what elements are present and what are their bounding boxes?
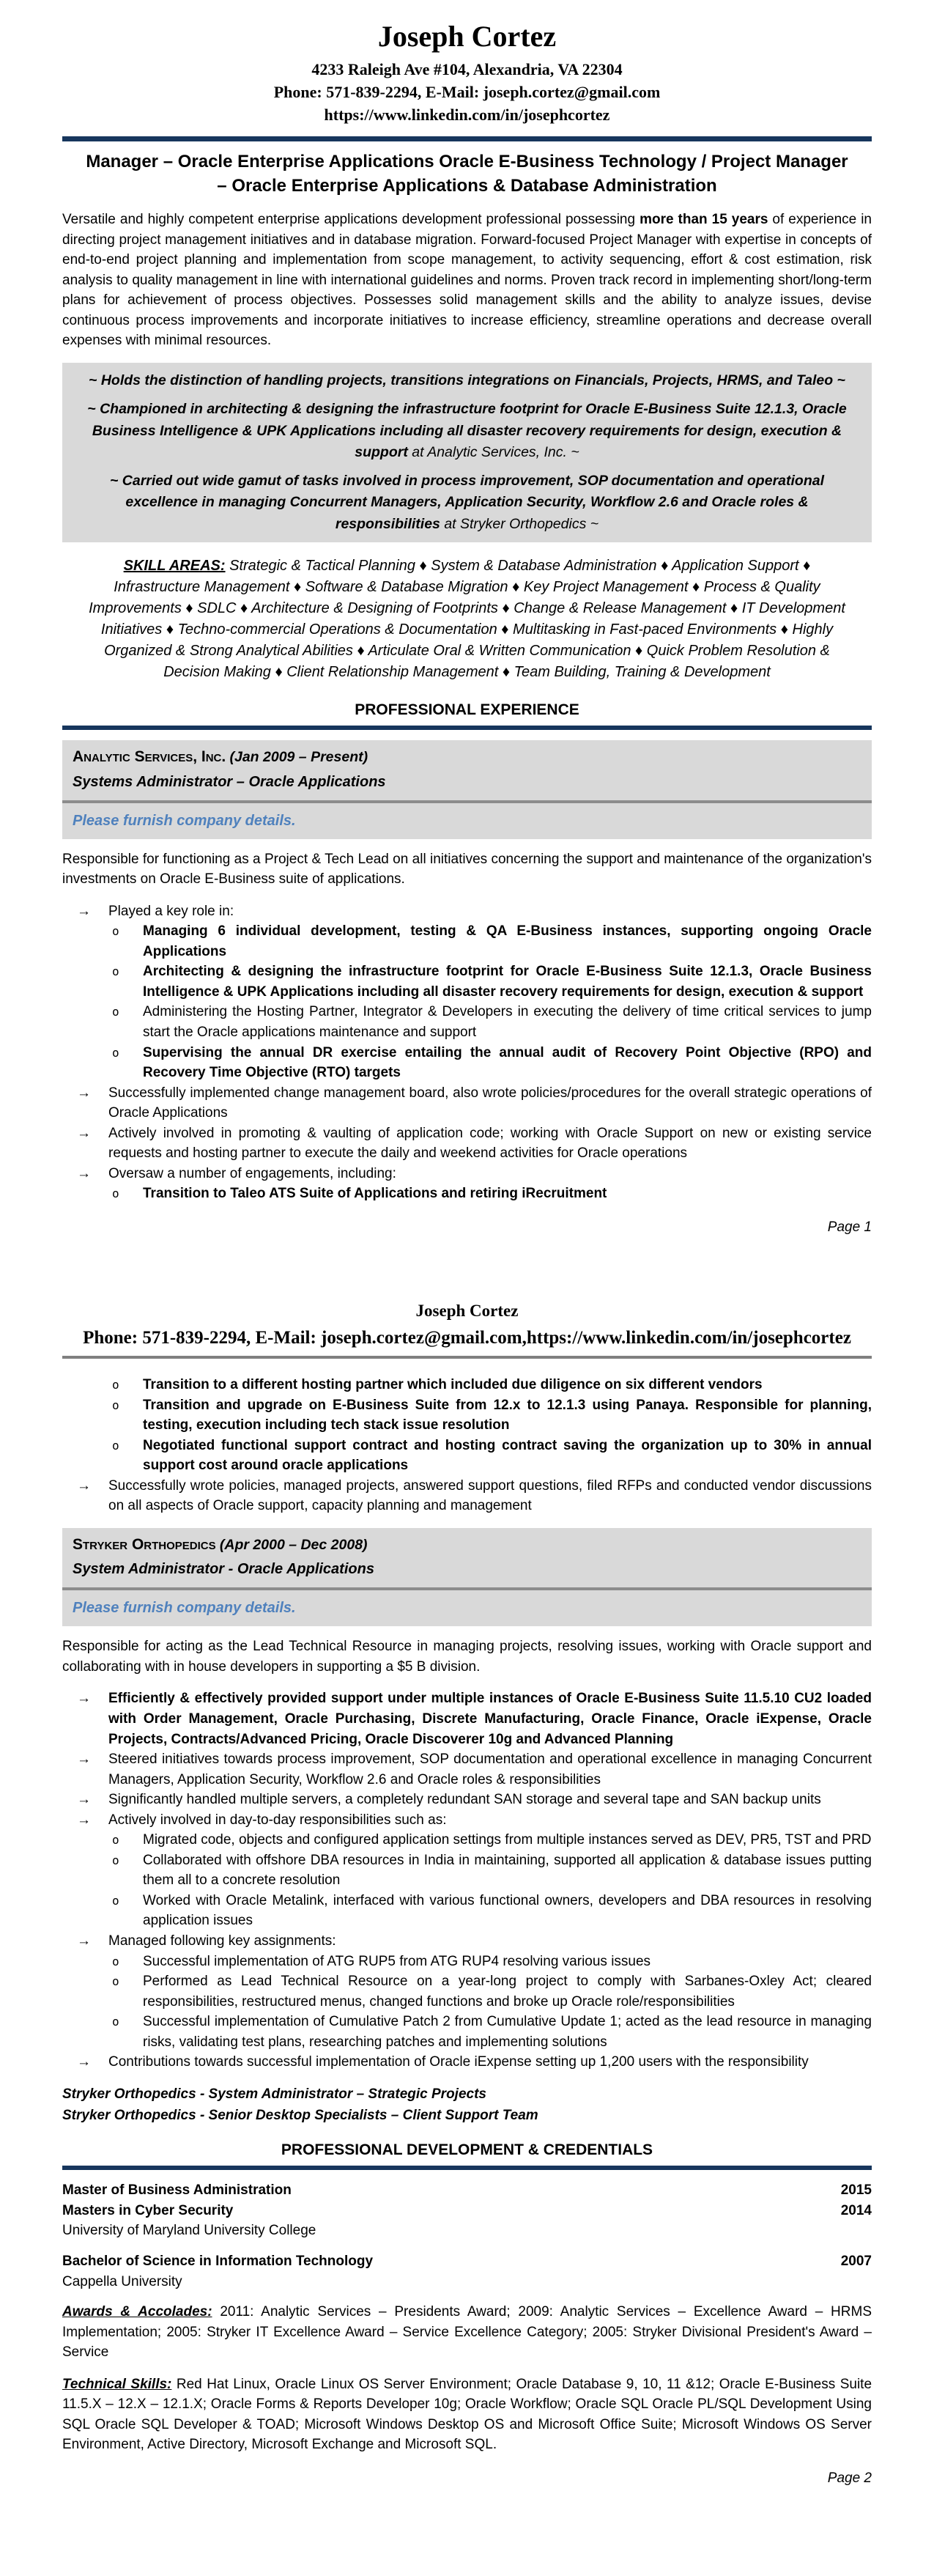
skill-areas-label: SKILL AREAS: xyxy=(123,557,226,574)
job2-note: Please furnish company details. xyxy=(73,1600,296,1617)
list-item: → Efficiently & effectively provided support under multiple instances of Oracle E-Business Suite 11.5.10 CU2 loaded with Order Management, Oracle Purchasing, Discrete Manufacturing, Oracle Finance, Oracle iExpense, Oracle Projects, Contracts/Advanced Pricing, Oracle Discoverer 10g and Advanced Planning xyxy=(62,1689,872,1749)
page2-header-divider xyxy=(62,1356,872,1359)
education-row xyxy=(62,2180,872,2201)
list-item: o Administering the Hosting Partner, Integrator & Developers in executing the delivery of time critical services to jump start the Oracle applications maintenance and support xyxy=(62,1002,872,1042)
list-item: → Oversaw a number of engagements, including: xyxy=(62,1164,872,1184)
arrow-bullet-icon xyxy=(77,2052,108,2073)
section-heading-experience: PROFESSIONAL EXPERIENCE xyxy=(355,701,579,718)
circle-bullet-icon xyxy=(112,1436,143,1456)
education-list xyxy=(62,2180,872,2292)
list-item: o Transition to Taleo ATS Suite of Applications and retiring iRecruitment xyxy=(62,1184,872,1204)
summary-paragraph xyxy=(62,210,872,351)
list-item: o Architecting & designing the infrastructure footprint for Oracle E-Business Suite 12.1.3, Oracle Business Intelligence & UPK Applications including all disaster recovery requirements for design, execution & support xyxy=(62,962,872,1002)
job1-inner-divider xyxy=(62,800,872,803)
circle-bullet-icon xyxy=(112,1184,143,1204)
circle-bullet-icon xyxy=(112,1891,143,1911)
awards-label: Awards & Accolades: xyxy=(62,2304,212,2320)
job2-inner-divider xyxy=(62,1587,872,1590)
circle-bullet-icon xyxy=(112,1971,143,1992)
degree-name: Master of Business Administration xyxy=(62,2182,292,2199)
list-item: o Transition to a different hosting partner which included due diligence on six different vendors xyxy=(62,1375,872,1395)
arrow-bullet-icon xyxy=(77,901,108,922)
list-item: o Supervising the annual DR exercise entailing the annual audit of Recovery Point Objective (RPO) and Recovery Time Objective (RTO) targets xyxy=(62,1043,872,1083)
list-item: → Successfully wrote policies, managed projects, answered support questions, filed RFPs and conducted vendor discussions on all aspects of Oracle support, capacity planning and management xyxy=(62,1476,872,1516)
technical-skills-label: Technical Skills: xyxy=(62,2376,172,2392)
job1-note: Please furnish company details. xyxy=(73,812,296,829)
summary-pre: Versatile and highly competent enterprise applications development professional possessing xyxy=(62,212,640,228)
list-item: o Negotiated functional support contract and hosting contract saving the organization up to 30% in annual support cost around oracle applications xyxy=(62,1436,872,1476)
job1-company-line xyxy=(73,746,861,768)
highlight-3: ~ Carried out wide gamut of tasks involved in process improvement, SOP documentation and operational excellence in managing Concurrent Managers, Application Security, Workflow 2.6 and Oracle roles & responsibilities at Stryker Orthopedics ~ xyxy=(109,473,824,532)
degree-year: 2015 xyxy=(840,2182,872,2199)
school-name: Cappella University xyxy=(62,2273,182,2289)
arrow-bullet-icon xyxy=(77,1749,108,1770)
education-row xyxy=(62,2201,872,2221)
extra-role-2: Stryker Orthopedics - Senior Desktop Specialists – Client Support Team xyxy=(62,2108,538,2124)
arrow-bullet-icon xyxy=(77,1689,108,1709)
arrow-bullet-icon xyxy=(77,1790,108,1810)
job2-extra-roles xyxy=(62,2084,872,2126)
list-item: o Collaborated with offshore DBA resources in India in maintaining, supported all application & database issues putting them all to a concrete resolution xyxy=(62,1850,872,1891)
arrow-bullet-icon xyxy=(77,1083,108,1104)
technical-skills-text: Red Hat Linux, Oracle Linux OS Server Environment; Oracle Database 9, 10, 11 &12; Oracle E-Business Suite 11.5.X – 12.X – 12.1.X; Oracle Forms & Reports Developer 10g; Oracle Workflow; Oracle SQL Oracle PL/SQL Development Using SQL Oracle SQL Developer & TOAD; Microsoft Windows Desktop OS and Microsoft Office Suite; Microsoft Windows OS Server Environment, Active Directory, Microsoft Exchange and Microsoft SQL. xyxy=(62,2376,872,2453)
page2-candidate-name: Joseph Cortez xyxy=(415,1302,519,1321)
page2-header xyxy=(62,1299,872,1351)
job2-dates: (Apr 2000 – Dec 2008) xyxy=(219,1536,368,1553)
job1-role: Systems Administrator – Oracle Applications xyxy=(73,773,386,790)
page1-number: Page 1 xyxy=(827,1219,872,1235)
degree-name: Bachelor of Science in Information Technology xyxy=(62,2253,374,2269)
job1-header-block xyxy=(62,740,872,838)
circle-bullet-icon xyxy=(112,1043,143,1063)
summary-post: of experience in directing project management initiatives and in database migration. Forward-focused Project Manager with expertise in concepts of end-to-end project planning and implementation from scope management, to activity sequencing, effort & cost estimation, risk analysis to quality management in line with international guidelines and norms. Proven track record in implementing short/long-term plans for achievement of process objectives. Possesses solid management skills and the ability to analyze issues, devise continuous process improvements and incorporate initiatives to increase efficiency, streamline operations and decrease overall expenses with minimal resources. xyxy=(62,212,872,349)
skill-areas xyxy=(84,556,850,683)
education-row xyxy=(62,2251,872,2272)
section-heading-development: PROFESSIONAL DEVELOPMENT & CREDENTIALS xyxy=(281,2141,653,2158)
skill-areas-list: Strategic & Tactical Planning ♦ System & Database Administration ♦ Application Support ♦ Infrastructure Management ♦ Software & Database Migration ♦ Key Project Management ♦ Process & Quality Improvements ♦ SDLC ♦ Architecture & Designing of Footprints ♦ Change & Release Management ♦ IT Development Initiatives ♦ Techno-commercial Operations & Documentation ♦ Multitasking in Fast-paced Environments ♦ Highly Organized & Strong Analytical Abilities ♦ Articulate Oral & Written Communication ♦ Quick Problem Resolution & Decision Making ♦ Client Relationship Management ♦ Team Building, Training & Development xyxy=(89,557,845,680)
list-item: o Worked with Oracle Metalink, interfaced with various functional owners, developers and DBA resources in resolving application issues xyxy=(62,1891,872,1931)
page1-header xyxy=(62,0,872,126)
page2-contact-line: Phone: 571-839-2294, E-Mail: joseph.cortez@gmail.com,https://www.linkedin.com/in/josephcortez xyxy=(83,1327,851,1348)
degree-year: 2014 xyxy=(840,2202,872,2218)
list-item: → Steered initiatives towards process improvement, SOP documentation and operational excellence in managing Concurrent Managers, Application Security, Workflow 2.6 and Oracle roles & responsibilities xyxy=(62,1749,872,1790)
header-divider xyxy=(62,136,872,141)
list-item: o Successful implementation of Cumulative Patch 2 from Cumulative Update 1; acted as the lead resource in managing risks, validating test plans, researching patches and implementing solutions xyxy=(62,2012,872,2052)
list-item: o Successful implementation of ATG RUP5 from ATG RUP4 resolving various issues xyxy=(62,1952,872,1972)
list-item: → Contributions towards successful implementation of Oracle iExpense setting up 1,200 users with the responsibility xyxy=(62,2052,872,2073)
circle-bullet-icon xyxy=(112,1830,143,1850)
list-item: → Managed following key assignments: xyxy=(62,1931,872,1952)
arrow-bullet-icon xyxy=(77,1123,108,1144)
list-item: o Transition and upgrade on E-Business Suite from 12.x to 12.1.3 using Panaya. Responsible for planning, testing, execution including tech stack issue resolution xyxy=(62,1395,872,1436)
summary-bold: more than 15 years xyxy=(640,212,768,228)
arrow-bullet-icon xyxy=(77,1164,108,1184)
phone-email-line: Phone: 571-839-2294, E-Mail: joseph.cortez@gmail.com xyxy=(273,82,661,101)
page2-number: Page 2 xyxy=(827,2470,872,2486)
experience-divider xyxy=(62,726,872,730)
arrow-bullet-icon xyxy=(77,1476,108,1496)
job1-dates: (Jan 2009 – Present) xyxy=(229,749,368,766)
highlights-block xyxy=(62,363,872,542)
circle-bullet-icon xyxy=(112,1952,143,1972)
circle-bullet-icon xyxy=(112,1002,143,1022)
candidate-name: Joseph Cortez xyxy=(377,20,557,53)
list-item: → Successfully implemented change management board, also wrote policies/procedures for the overall strategic operations of Oracle Applications xyxy=(62,1083,872,1123)
job2-bullet-list xyxy=(62,1689,872,2072)
circle-bullet-icon xyxy=(112,1850,143,1871)
circle-bullet-icon xyxy=(112,2012,143,2032)
arrow-bullet-icon xyxy=(77,1931,108,1952)
extra-role-1: Stryker Orthopedics - System Administrator – Strategic Projects xyxy=(62,2086,486,2102)
job1-bullet-list-continued xyxy=(62,1375,872,1516)
resume-title: Manager – Oracle Enterprise Applications Oracle E-Business Technology / Project Manager – Oracle Enterprise Applications & Database Administration xyxy=(86,152,848,196)
awards-paragraph xyxy=(62,2302,872,2363)
bottom-margin xyxy=(62,2488,872,2576)
list-item: → Actively involved in promoting & vaulting of application code; working with Oracle Support on new or existing service requests and hosting partner to execute the daily and weekend activities for Oracle operations xyxy=(62,1123,872,1164)
degree-year: 2007 xyxy=(840,2253,872,2269)
list-item: o Managing 6 individual development, testing & QA E-Business instances, supporting ongoing Oracle Applications xyxy=(62,921,872,962)
job2-intro: Responsible for acting as the Lead Technical Resource in managing projects, resolving issues, working with Oracle support and collaborating with in house developers in supporting a $5 B division. xyxy=(62,1639,872,1675)
highlight-2: ~ Championed in architecting & designing the infrastructure footprint for Oracle E-Business Suite 12.1.3, Oracle Business Intelligence & UPK Applications including all disaster recovery requirements for design, execution & support at Analytic Services, Inc. ~ xyxy=(87,401,847,460)
circle-bullet-icon xyxy=(112,1395,143,1416)
awards-text: 2011: Analytic Services – Presidents Award; 2009: Analytic Services – Excellence Award – HRMS Implementation; 2005: Stryker IT Excellence Award – Service Excellence Category; 2005: Stryker Divisional President's Award – Service xyxy=(62,2304,872,2361)
circle-bullet-icon xyxy=(112,1375,143,1395)
technical-skills-paragraph xyxy=(62,2374,872,2455)
list-item: → Significantly handled multiple servers, a completely redundant SAN storage and several tape and SAN backup units xyxy=(62,1790,872,1810)
address-line: 4233 Raleigh Ave #104, Alexandria, VA 22304 xyxy=(311,60,623,78)
circle-bullet-icon xyxy=(112,921,143,942)
job1-bullet-list xyxy=(62,901,872,1204)
job1-company: Analytic Services, Inc. xyxy=(73,748,226,766)
highlight-1: ~ Holds the distinction of handling projects, transitions integrations on Financials, Projects, HRMS, and Taleo ~ xyxy=(89,372,845,388)
job2-header-block xyxy=(62,1528,872,1626)
job2-company: Stryker Orthopedics xyxy=(73,1535,216,1553)
list-item: o Migrated code, objects and configured application settings from multiple instances served as DEV, PR5, TST and PRD xyxy=(62,1830,872,1850)
development-divider xyxy=(62,2166,872,2170)
job1-intro: Responsible for functioning as a Project & Tech Lead on all initiatives concerning the support and maintenance of the organization's investments on Oracle E-Business suite of applications. xyxy=(62,851,872,887)
list-item: → Actively involved in day-to-day responsibilities such as: xyxy=(62,1810,872,1831)
circle-bullet-icon xyxy=(112,962,143,982)
degree-name: Masters in Cyber Security xyxy=(62,2202,234,2218)
job2-role: System Administrator - Oracle Applications xyxy=(73,1561,374,1578)
list-item: → Played a key role in: xyxy=(62,901,872,922)
list-item: o Performed as Lead Technical Resource on a year-long project to comply with Sarbanes-Oxley Act; cleared responsibilities, restructured menus, changed functions and broke up Oracle role/responsibilities xyxy=(62,1971,872,2012)
arrow-bullet-icon xyxy=(77,1810,108,1831)
job2-company-line xyxy=(73,1534,861,1556)
school-name: University of Maryland University College xyxy=(62,2223,316,2239)
linkedin-url: https://www.linkedin.com/in/josephcortez xyxy=(324,105,610,124)
